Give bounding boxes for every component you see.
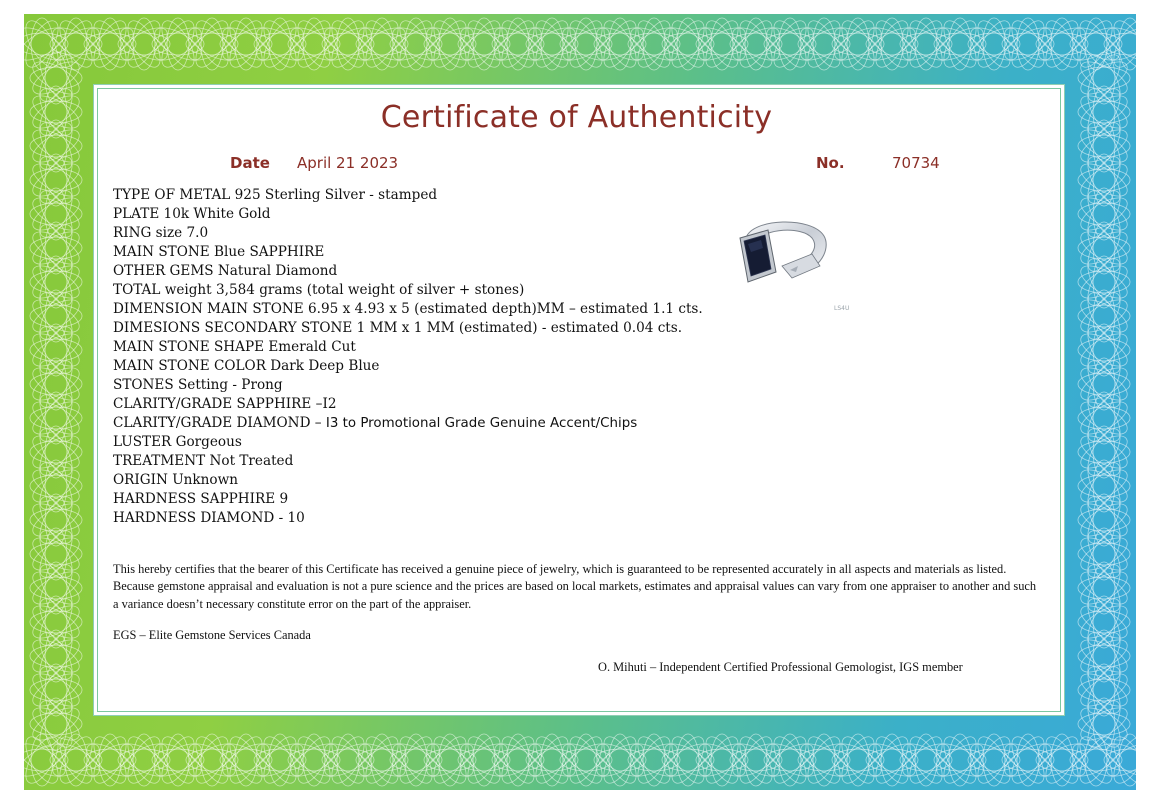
issuer: EGS – Elite Gemstone Services Canada: [113, 628, 311, 642]
spec-list: [113, 186, 703, 528]
spec-main-dimension: DIMENSION MAIN STONE 6.95 x 4.93 x 5 (estimated depth)MM – estimated 1.1 cts.: [113, 301, 703, 317]
date-value: April 21 2023: [297, 154, 399, 172]
spec-clarity-diamond: [113, 414, 703, 433]
number-label: No.: [816, 154, 845, 172]
spec-origin: ORIGIN Unknown: [113, 472, 238, 488]
spec-treatment: TREATMENT Not Treated: [113, 453, 294, 469]
number-value: 70734: [892, 154, 940, 172]
certification-statement: This hereby certifies that the bearer of this Certificate has received a genuine piece of jewelry, which is guaranteed to be represented accurately in all aspects and materials as listed. Because gemstone appraisal and evaluation is not a pure science and the prices are based on local markets, estimates and appraisal values can vary from one appraiser to another and such a variance doesn’t necessary constitute error on the part of the appraiser.: [113, 562, 1037, 611]
spec-clarity-diamond-grade: I3 to Promotional Grade Genuine Accent/Chips: [325, 416, 638, 431]
date-label: Date: [230, 154, 270, 172]
ring-photo: [732, 208, 844, 294]
spec-hardness-diamond: HARDNESS DIAMOND - 10: [113, 510, 305, 526]
spec-main-stone: MAIN STONE Blue SAPPHIRE: [113, 244, 325, 260]
certificate-title: Certificate of Authenticity: [380, 100, 773, 135]
spec-plate: PLATE 10k White Gold: [113, 206, 271, 222]
spec-color: MAIN STONE COLOR Dark Deep Blue: [113, 358, 380, 374]
spec-secondary-dimension: DIMESIONS SECONDARY STONE 1 MM x 1 MM (estimated) - estimated 0.04 cts.: [113, 320, 683, 336]
spec-clarity-diamond-label: CLARITY/GRADE DIAMOND –: [113, 415, 326, 431]
spec-total-weight: TOTAL weight 3,584 grams (total weight of silver + stones): [113, 282, 525, 298]
gemologist-signature: O. Mihuti – Independent Certified Professional Gemologist, IGS member: [598, 660, 963, 674]
spec-other-gems: OTHER GEMS Natural Diamond: [113, 263, 338, 279]
spec-ring-size: RING size 7.0: [113, 225, 209, 241]
spec-luster: LUSTER Gorgeous: [113, 434, 242, 450]
spec-clarity-sapphire: CLARITY/GRADE SAPPHIRE –I2: [113, 396, 337, 412]
spec-shape: MAIN STONE SHAPE Emerald Cut: [113, 339, 356, 355]
spec-hardness-sapphire: HARDNESS SAPPHIRE 9: [113, 491, 289, 507]
spec-setting: STONES Setting - Prong: [113, 377, 283, 393]
photo-watermark: LS4U: [834, 305, 850, 312]
spec-metal: TYPE OF METAL 925 Sterling Silver - stamped: [113, 187, 438, 203]
